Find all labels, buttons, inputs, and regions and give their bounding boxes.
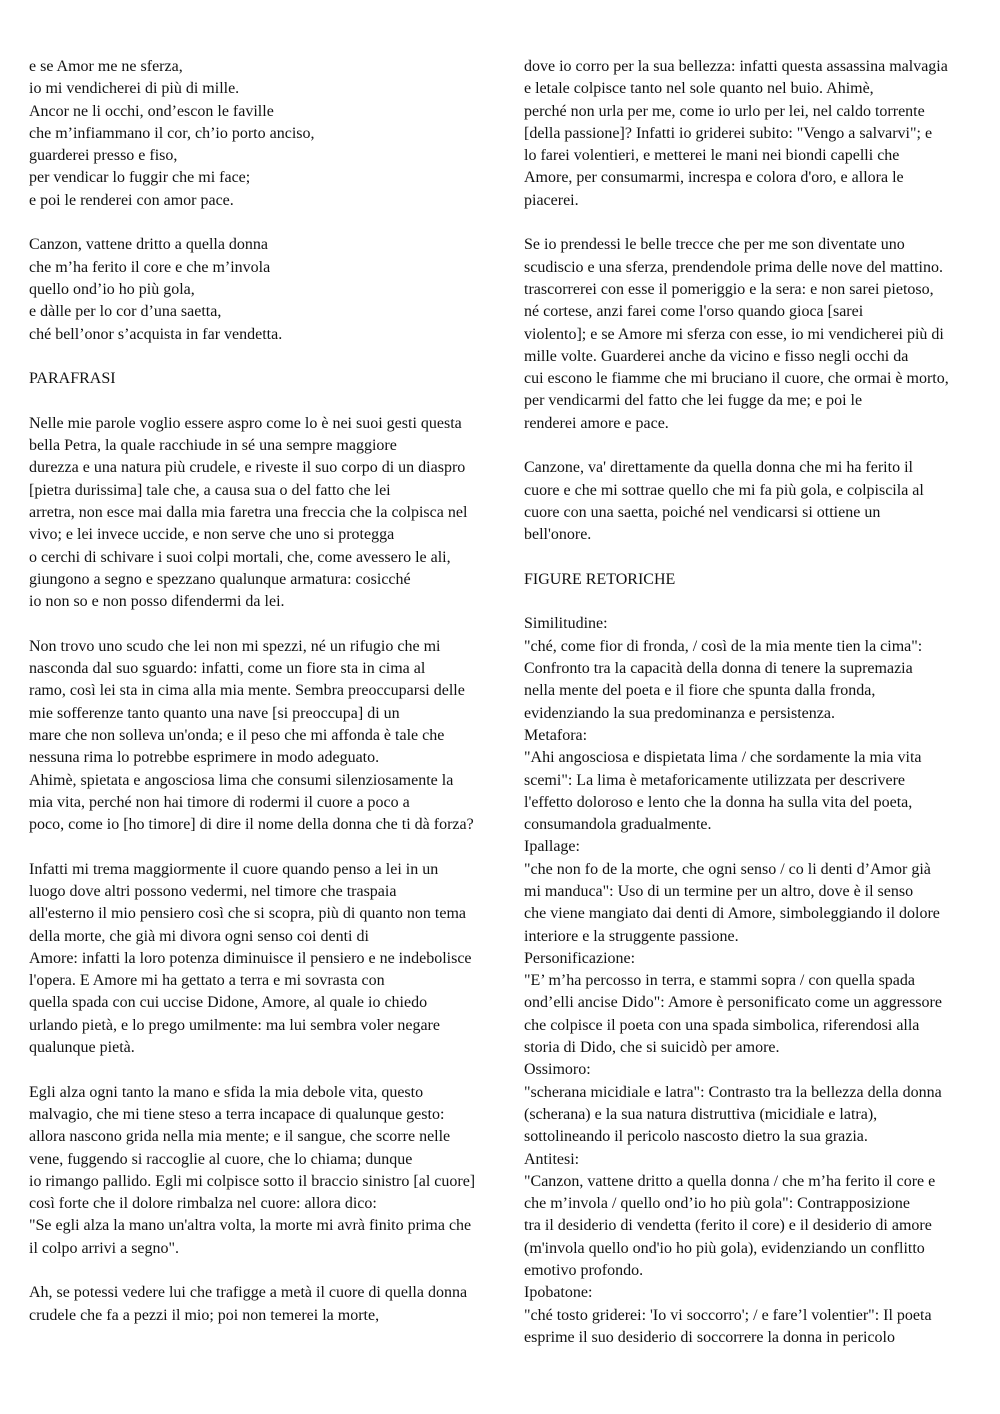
text-line: Ahimè, spietata e angosciosa lima che consumi silenziosamente la — [29, 771, 454, 789]
text-line: Amore: infatti la loro potenza diminuisce il pensiero e ne indebolisce — [29, 949, 472, 967]
text-line: Infatti mi trema maggiormente il cuore quando penso a lei in un — [29, 860, 439, 878]
paragraph — [29, 859, 499, 1060]
text-line: io rimango pallido. Egli mi colpisce sotto il braccio sinistro [al cuore] — [29, 1172, 476, 1190]
text-line: che m’infiammano il cor, ch’io porto anciso, — [29, 124, 315, 142]
paragraph — [29, 1082, 499, 1260]
text-line: interiore e la struggente passione. — [524, 927, 739, 945]
text-line: il colpo arrivi a segno". — [29, 1239, 180, 1257]
poem-congedo — [29, 234, 499, 345]
text-line: ramo, così lei sta in cima alla mia mente. Sembra preoccuparsi delle — [29, 682, 465, 700]
text-line: all'esterno il mio pensiero così che si scopra, più di quanto non tema — [29, 905, 466, 923]
text-line: allora nascono grida nella mia mente; e il sangue, che scorre nelle — [29, 1128, 451, 1146]
text-line: e letale colpisce tanto nel sole quanto nel buio. Ahimè, — [524, 80, 874, 98]
figure-list — [524, 613, 974, 1349]
text-line: urlando pietà, e lo prego umilmente: ma lui sembra voler negare — [29, 1016, 440, 1034]
text-line: quella spada con cui uccise Didone, Amore, al quale io chiedo — [29, 994, 428, 1012]
text-line: io non so e non posso difendermi da lei. — [29, 593, 285, 611]
figure-retoriche-heading: FIGURE RETORICHE — [524, 570, 676, 588]
text-line: giungono a segno e spezzano qualunque armatura: cosicché — [29, 570, 411, 588]
paragraph — [524, 56, 974, 212]
text-line: che m’ha ferito il core e che m’invola — [29, 258, 271, 276]
text-line: o cerchi di schivare i suoi colpi mortali, che, come avessero le ali, — [29, 548, 451, 566]
paragraph — [29, 636, 499, 837]
text-line: esprime il suo desiderio di soccorrere la donna in pericolo — [524, 1328, 895, 1346]
text-line: consumandola gradualmente. — [524, 816, 712, 834]
text-line: bell'onore. — [524, 526, 592, 544]
text-line: perché non urla per me, come io urlo per lei, nel caldo torrente — [524, 102, 925, 120]
text-line: storia di Dido, che si suicidò per amore. — [524, 1039, 780, 1057]
text-line: sottolineando il pericolo nascosto dietro la sua grazia. — [524, 1128, 868, 1146]
text-line: "Ahi angosciosa e dispietata lima / che sordamente la mia vita — [524, 749, 922, 767]
text-line: "E’ m’ha percosso in terra, e stammi sopra / con quella spada — [524, 972, 915, 990]
text-line: Ah, se potessi vedere lui che trafigge a metà il cuore di quella donna — [29, 1284, 468, 1302]
text-line: e dàlle per lo cor d’una saetta, — [29, 303, 222, 321]
text-line: crudele che fa a pezzi il mio; poi non temerei la morte, — [29, 1306, 380, 1324]
text-line: Non trovo uno scudo che lei non mi spezzi, né un rifugio che mi — [29, 637, 441, 655]
text-line: mi manduca": Uso di un termine per un altro, dove è il senso — [524, 882, 914, 900]
text-line: nasconda dal suo sguardo: infatti, come un fiore sta in cima al — [29, 660, 426, 678]
text-line: Personificazione: — [524, 949, 636, 967]
text-line: Se io prendessi le belle trecce che per me son diventate uno — [524, 236, 905, 254]
text-line: vene, fuggendo si raccoglie al cuore, che lo chiama; dunque — [29, 1150, 413, 1168]
text-line: l'opera. E Amore mi ha gettato a terra e mi sovrasta con — [29, 972, 385, 990]
text-line: che m’invola / quello ond’io ho più gola": Contrapposizione — [524, 1195, 911, 1213]
text-line: della morte, che già mi divora ogni senso coi denti di — [29, 927, 369, 945]
paragraph — [29, 413, 499, 614]
text-line: trascorrerei con esse il pomeriggio e la sera: e non sarei pietoso, — [524, 280, 934, 298]
text-line: e poi le renderei con amor pace. — [29, 191, 234, 209]
text-line: ché bell’onor s’acquista in far vendetta. — [29, 325, 283, 343]
text-line: nella mente del poeta e il fiore che spunta dalla fronda, — [524, 682, 876, 700]
text-line: tra il desiderio di vendetta (ferito il core) e il desiderio di amore — [524, 1217, 932, 1235]
poem-stanza — [29, 56, 499, 212]
text-line: emotivo profondo. — [524, 1262, 644, 1280]
text-line: Ancor ne li occhi, ond’escon le faville — [29, 102, 274, 120]
text-line: evidenziando la sua predominanza e persistenza. — [524, 704, 835, 722]
text-line: scemi": La lima è metaforicamente utilizzata per descrivere — [524, 771, 905, 789]
text-line: lo farei volentieri, e metterei le mani nei biondi capelli che — [524, 147, 900, 165]
left-column — [29, 56, 499, 1327]
text-line: per vendicar lo fuggir che mi face; — [29, 169, 251, 187]
text-line: ond’elli ancise Dido": Amore è personificato come un aggressore — [524, 994, 942, 1012]
text-line: "Canzon, vattene dritto a quella donna / che m’ha ferito il core e — [524, 1172, 936, 1190]
text-line: Metafora: — [524, 726, 588, 744]
text-line: Egli alza ogni tanto la mano e sfida la mia debole vita, questo — [29, 1083, 424, 1101]
text-line: "scherana micidiale e latra": Contrasto tra la bellezza della donna — [524, 1083, 942, 1101]
text-line: Canzon, vattene dritto a quella donna — [29, 236, 269, 254]
text-line: Canzone, va' direttamente da quella donna che mi ha ferito il — [524, 459, 913, 477]
text-line: luogo dove altri possono vedermi, nel timore che traspaia — [29, 882, 397, 900]
text-line: cuore con una saetta, poiché nel vendicarsi si ottiene un — [524, 503, 881, 521]
text-line: [pietra durissima] tale che, a causa sua o del fatto che lei — [29, 481, 391, 499]
text-line: Amore, per consumarmi, increspa e colora d'oro, e allora le — [524, 169, 904, 187]
text-line: "ché tosto griderei: 'Io vi soccorro'; / e fare’l volentier": Il poeta — [524, 1306, 932, 1324]
text-line: né cortese, anzi farei come l'orso quando gioca [sarei — [524, 303, 864, 321]
text-line: mare che non solleva un'onda; e il peso che mi affonda è tale che — [29, 726, 445, 744]
text-line: cuore e che mi sottrae quello che mi fa più gola, e colpiscila al — [524, 481, 924, 499]
text-line: Ipobatone: — [524, 1284, 593, 1302]
text-line: renderei amore e pace. — [524, 414, 669, 432]
text-line: Ipallage: — [524, 838, 580, 856]
text-line: quello ond’io ho più gola, — [29, 280, 195, 298]
text-line: nessuna rima lo potrebbe esprimere in modo adeguato. — [29, 749, 380, 767]
paragraph — [524, 234, 974, 435]
right-column — [524, 56, 974, 1349]
text-line: (m'invola quello ond'io ho più gola), evidenziando un conflitto — [524, 1239, 925, 1257]
text-line: dove io corro per la sua bellezza: infatti questa assassina malvagia — [524, 58, 948, 75]
text-line: qualunque pietà. — [29, 1039, 135, 1057]
parafrasi-heading: PARAFRASI — [29, 370, 116, 388]
text-line: Confronto tra la capacità della donna di tenere la supremazia — [524, 660, 913, 678]
text-line: cui escono le fiamme che mi bruciano il cuore, che ormai è morto, — [524, 370, 949, 388]
text-line: Similitudine: — [524, 615, 608, 633]
text-line: [della passione]? Infatti io griderei subito: "Vengo a salvarvi"; e — [524, 124, 933, 142]
paragraph — [29, 1282, 499, 1327]
text-line: Antitesi: — [524, 1150, 580, 1168]
text-line: Nelle mie parole voglio essere aspro come lo è nei suoi gesti questa — [29, 414, 462, 432]
text-line: e se Amor me ne sferza, — [29, 58, 183, 75]
text-line: io mi vendicherei di più di mille. — [29, 80, 240, 98]
text-line: che viene mangiato dai denti di Amore, simboleggiando il dolore — [524, 905, 940, 923]
text-line: (scherana) e la sua natura distruttiva (micidiale e latra), — [524, 1105, 878, 1123]
text-line: bella Petra, la quale racchiude in sé una sempre maggiore — [29, 437, 397, 455]
text-line: mie sofferenze tanto quanto una nave [si preoccupa] di un — [29, 704, 400, 722]
text-line: così forte che il dolore rimbalza nel cuore: allora dico: — [29, 1195, 377, 1213]
text-line: Ossimoro: — [524, 1061, 591, 1079]
text-line: mille volte. Guarderei anche da vicino e fisso negli occhi da — [524, 347, 909, 365]
text-line: malvagio, che mi tiene steso a terra incapace di qualunque gesto: — [29, 1105, 445, 1123]
text-line: scudiscio e una sferza, prendendole prima delle nove del mattino. — [524, 258, 943, 276]
text-line: per vendicarmi del fatto che lei fugge da me; e poi le — [524, 392, 863, 410]
text-line: arretra, non esce mai dalla mia faretra una freccia che la colpisca nel — [29, 503, 468, 521]
text-line: guarderei presso e fiso, — [29, 147, 178, 165]
text-line: violento]; e se Amore mi sferza con esse, io mi vendicherei più di — [524, 325, 944, 343]
text-line: "ché, come fior di fronda, / così de la mia mente tien la cima": — [524, 637, 923, 655]
text-line: vivo; e lei invece uccide, e non serve che uno si protegga — [29, 526, 395, 544]
text-line: piacerei. — [524, 191, 579, 209]
text-line: "che non fo de la morte, che ogni senso / co li denti d’Amor già — [524, 860, 931, 878]
text-line: "Se egli alza la mano un'altra volta, la morte mi avrà finito prima che — [29, 1217, 472, 1235]
text-line: poco, come io [ho timore] di dire il nome della donna che ti dà forza? — [29, 816, 474, 834]
text-line: mia vita, perché non hai timore di rodermi il cuore a poco a — [29, 793, 410, 811]
text-line: durezza e una natura più crudele, e riveste il suo corpo di un diaspro — [29, 459, 466, 477]
text-line: l'effetto doloroso e lento che la donna ha sulla vita del poeta, — [524, 793, 913, 811]
text-line: che colpisce il poeta con una spada simbolica, riferendosi alla — [524, 1016, 920, 1034]
paragraph — [524, 457, 974, 546]
